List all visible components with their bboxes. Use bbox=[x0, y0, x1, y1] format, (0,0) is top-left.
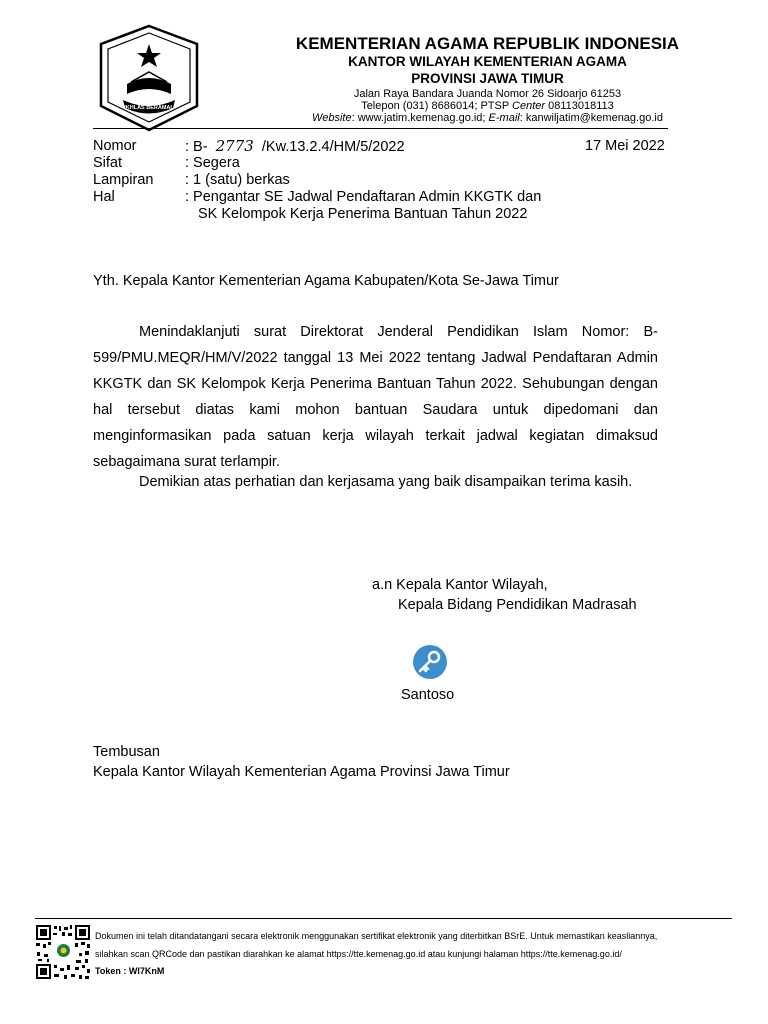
sifat-label: Sifat bbox=[93, 155, 123, 171]
letterhead-contact: Website: www.jatim.kemenag.go.id; E-mail: kanwiljatim@kemenag.go.id bbox=[312, 112, 663, 124]
body-paragraph-1: Menindaklanjuti surat Direktorat Jenderal Pendidikan Islam Nomor: B-599/PMU.MEQR/HM/V/2022 tanggal 13 Mei 2022 tentang Jadwal Pendaftaran Admin KKGTK dan SK Kelompok Kerja Penerima Bantuan Tahun 2022. Sehubungan dengan hal tersebut diatas kami mohon bantuan Saudara untuk dipedomani dan menginformasikan pada satuan kerja wilayah terkait jadwal kegiatan dimaksud sebagaimana surat terlampir. bbox=[93, 324, 658, 470]
signatory-name: Santoso bbox=[401, 687, 455, 703]
hal-label: Hal bbox=[93, 189, 115, 205]
letterhead-phone: Telepon (031) 8686014; PTSP Center 08113018113 bbox=[361, 100, 614, 112]
kemenag-logo bbox=[93, 22, 205, 134]
letterhead-ministry: KEMENTERIAN AGAMA REPUBLIK INDONESIA bbox=[295, 34, 680, 53]
logo-ribbon-text: IKHLAS BERAMAL bbox=[124, 105, 174, 111]
recipient: Yth. Kepala Kantor Kementerian Agama Kabupaten/Kota Se-Jawa Timur bbox=[93, 273, 559, 289]
footer-notice-line2: silahkan scan QRCode dan pastikan diarahkan ke alamat https://tte.kemenag.go.id atau kunjungi halaman https://tte.kemenag.go.id/ bbox=[95, 949, 622, 959]
letterhead-province: PROVINSI JAWA TIMUR bbox=[411, 71, 564, 86]
lampiran-label: Lampiran bbox=[93, 172, 154, 188]
letterhead-divider bbox=[93, 128, 668, 129]
tembusan-label: Tembusan bbox=[93, 744, 160, 760]
signature-position: Kepala Bidang Pendidikan Madrasah bbox=[398, 597, 637, 613]
footer-token: Token : WI7KnM bbox=[95, 966, 165, 976]
signature-on-behalf: a.n Kepala Kantor Wilayah, bbox=[372, 577, 548, 593]
body-paragraph-2: Demikian atas perhatian dan kerjasama yang baik disampaikan terima kasih. bbox=[139, 474, 633, 490]
lampiran-value: : 1 (satu) berkas bbox=[185, 172, 290, 188]
footer-notice-line1: Dokumen ini telah ditandatangani secara elektronik menggunakan sertifikat elektronik yang diterbitkan BSrE. Untuk memastikan keasliannya, bbox=[95, 931, 658, 941]
qr-code-icon bbox=[35, 924, 91, 980]
nomor-value: : B- 2773 /Kw.13.2.4/HM/5/2022 bbox=[185, 137, 405, 155]
nomor-handwritten: 2773 bbox=[215, 137, 254, 155]
tembusan-item: Kepala Kantor Wilayah Kementerian Agama Provinsi Jawa Timur bbox=[93, 764, 510, 780]
sifat-value: : Segera bbox=[185, 155, 240, 171]
footer-divider bbox=[35, 918, 732, 919]
letterhead-office: KANTOR WILAYAH KEMENTERIAN AGAMA bbox=[348, 54, 627, 69]
hal-value-line2: SK Kelompok Kerja Penerima Bantuan Tahun 2022 bbox=[198, 206, 528, 222]
letterhead-address: Jalan Raya Bandara Juanda Nomor 26 Sidoarjo 61253 bbox=[353, 88, 622, 100]
e-signature-icon bbox=[412, 644, 448, 680]
letter-date: 17 Mei 2022 bbox=[585, 138, 665, 154]
hal-value-line1: : Pengantar SE Jadwal Pendaftaran Admin KKGTK dan bbox=[185, 189, 542, 205]
nomor-label: Nomor bbox=[93, 138, 137, 154]
